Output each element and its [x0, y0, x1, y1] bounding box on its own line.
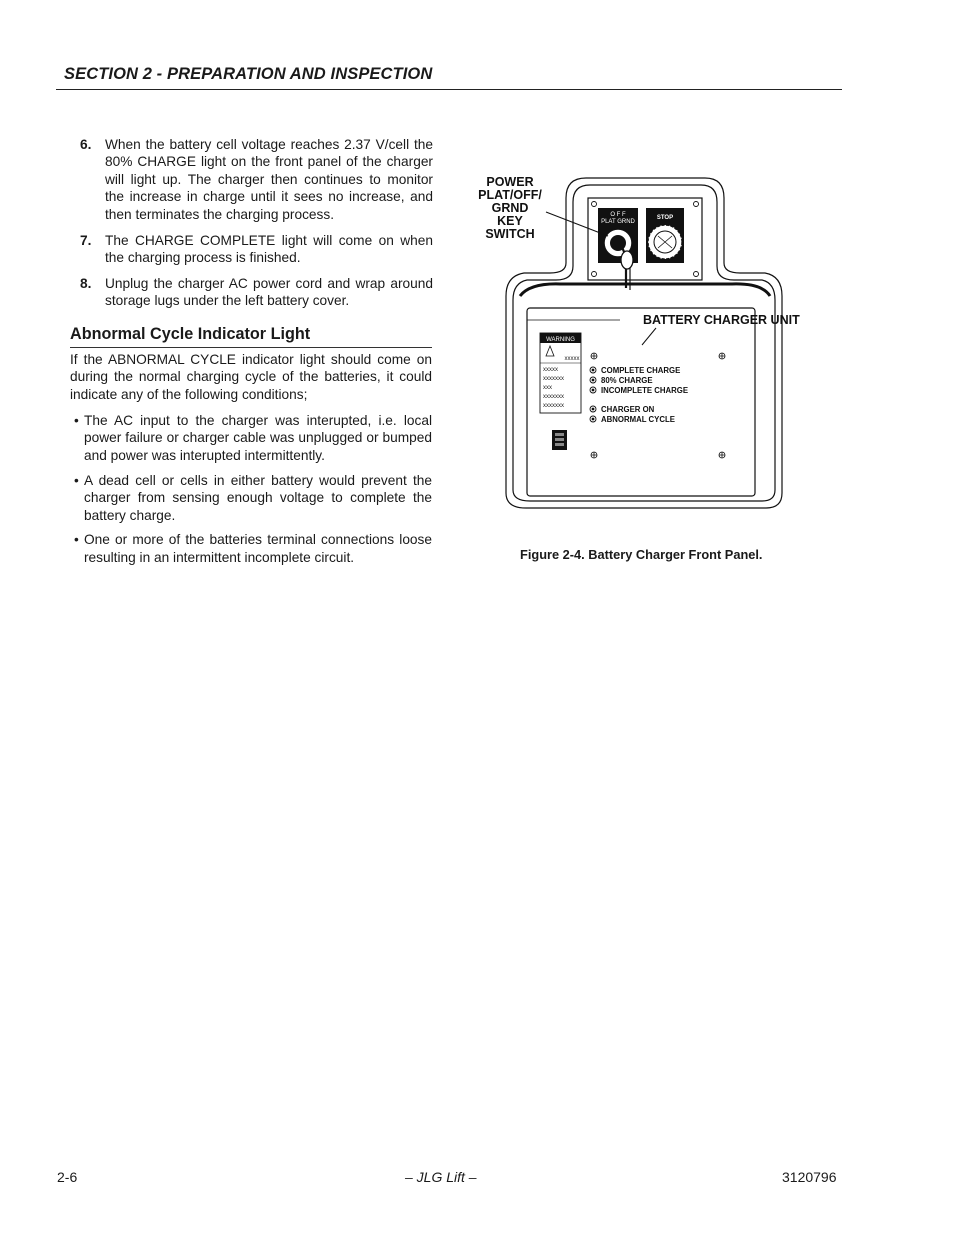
- warning-heading: WARNING: [546, 337, 575, 343]
- step-7: [78, 232, 433, 267]
- bullet-symbol: •: [74, 472, 79, 488]
- callout-switch-line: PLAT/OFF/: [478, 188, 542, 202]
- battery-charger-illustration: [470, 168, 830, 513]
- warning-text-line: xxx: [543, 385, 552, 391]
- housing-shoulder: [520, 284, 770, 296]
- charger-callout: [642, 313, 800, 345]
- list-item-text: A dead cell or cells in either battery would prevent the charger from sensing enough voltage to complete the battery charge.: [84, 472, 432, 523]
- list-item: [70, 472, 432, 524]
- callout-switch-line: KEY: [497, 214, 523, 228]
- step-number: 7.: [80, 232, 92, 248]
- list-item: [70, 531, 432, 566]
- warning-label-plate: [540, 333, 581, 413]
- abnormal-cycle-heading: Abnormal Cycle Indicator Light: [70, 325, 311, 343]
- section-title: SECTION 2 - PREPARATION AND INSPECTION: [64, 65, 433, 83]
- indicator-label: COMPLETE CHARGE: [601, 366, 681, 375]
- callout-charger-label: BATTERY CHARGER UNIT: [643, 313, 800, 327]
- bullet-symbol: •: [74, 413, 79, 428]
- page-number: 2-6: [57, 1169, 78, 1185]
- procedure-steps: [78, 136, 433, 318]
- list-item-text: The AC input to the charger was interupted, i.e. local power failure or charger cable was unplugged or bumped and power was interupted intermittently.: [84, 413, 432, 463]
- indicator-lights: [590, 366, 688, 424]
- indicator-label: CHARGER ON: [601, 405, 655, 414]
- step-text: The CHARGE COMPLETE light will come on when the charging process is finished.: [105, 232, 433, 265]
- warning-text-line: xxxxxxx: [543, 376, 564, 382]
- callout-switch-line: POWER: [486, 175, 534, 189]
- warning-text-line: xxxxxxx: [543, 394, 564, 400]
- figure-caption: Figure 2-4. Battery Charger Front Panel.: [520, 547, 763, 562]
- warning-text-line: xxxxxxx: [543, 403, 564, 409]
- bullet-symbol: •: [74, 532, 79, 548]
- stop-label: STOP: [656, 215, 674, 221]
- charger-unit-panel: [527, 308, 755, 496]
- footer-brand: – JLG Lift –: [405, 1169, 477, 1185]
- condition-list: [70, 412, 432, 574]
- leader-line: [642, 328, 656, 345]
- callout-switch-line: SWITCH: [485, 227, 535, 241]
- step-text: When the battery cell voltage reaches 2.37 V/cell the 80% CHARGE light on the front panel of the charger will light up. The charger then continues to monitor the increase in charge until it sees no increase, and then terminates the charging process.: [105, 137, 433, 222]
- indicator-label: INCOMPLETE CHARGE: [601, 386, 689, 395]
- step-text: Unplug the charger AC power cord and wrap around storage lugs under the left battery cover.: [105, 275, 433, 309]
- warning-text-line: xxxxx: [564, 356, 580, 362]
- header-divider: [56, 89, 842, 90]
- abnormal-cycle-intro: If the ABNORMAL CYCLE indicator light should come on during the normal charging cycle of the batteries, it could indicate any of the following conditions;: [70, 352, 432, 402]
- indicator-label: 80% CHARGE: [601, 376, 653, 385]
- key-off-label: O F F: [610, 212, 626, 218]
- indicator-label: ABNORMAL CYCLE: [601, 415, 675, 424]
- list-item-text: One or more of the batteries terminal connections loose resulting in an intermittent incomplete circuit.: [84, 532, 432, 565]
- callout-switch-line: GRND: [491, 201, 529, 215]
- document-number: 3120796: [782, 1169, 837, 1185]
- switch-panel: [588, 198, 702, 290]
- step-8: [78, 275, 433, 310]
- step-6: [78, 136, 433, 223]
- charger-display: [552, 430, 567, 450]
- warning-text-line: xxxxx: [543, 367, 558, 373]
- list-item: [70, 412, 432, 464]
- step-number: 6.: [80, 137, 92, 152]
- key-positions-label: PLAT GRND: [601, 219, 635, 225]
- step-number: 8.: [80, 275, 92, 291]
- subheading-divider: [70, 347, 432, 348]
